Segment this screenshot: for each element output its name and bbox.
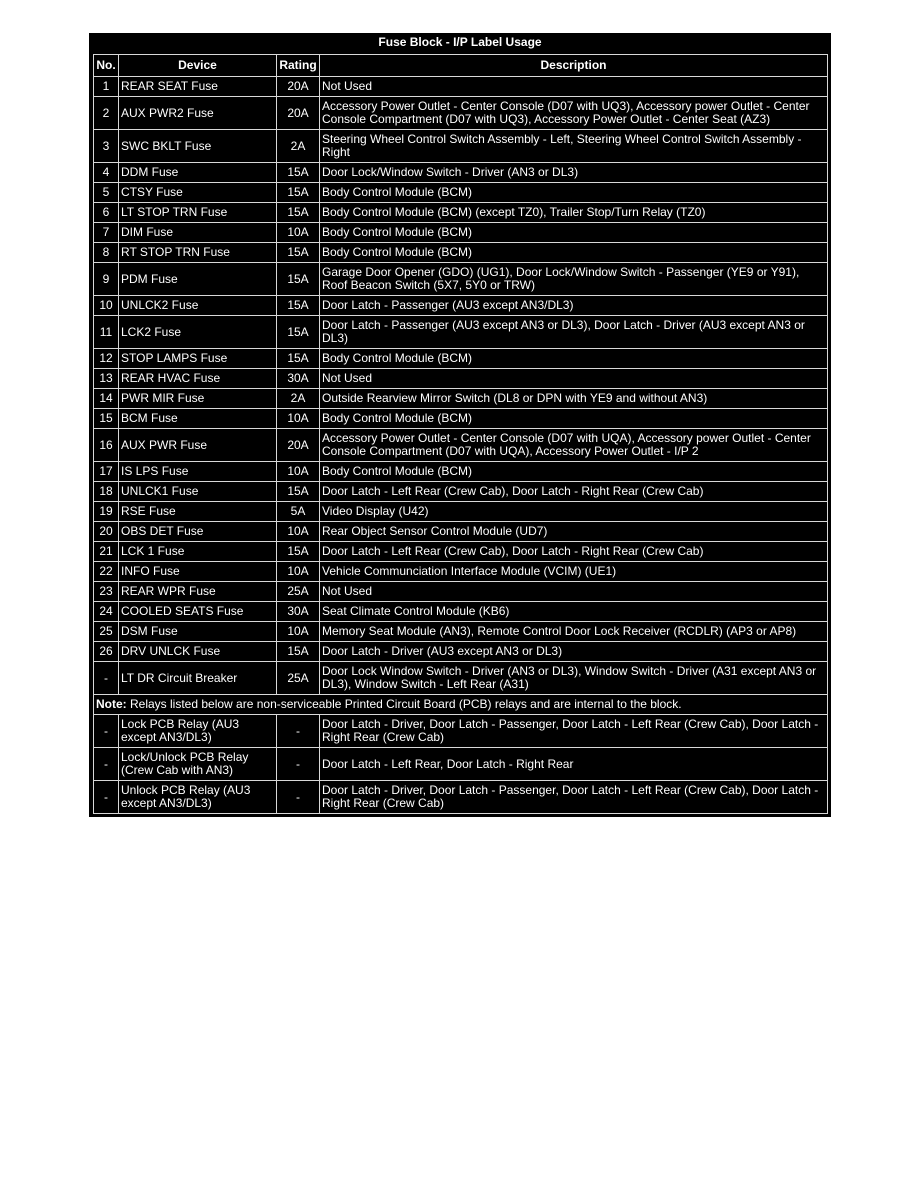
cell-device: RT STOP TRN Fuse — [119, 243, 277, 263]
cell-description: Body Control Module (BCM) — [320, 243, 828, 263]
cell-rating: - — [277, 748, 320, 781]
fuse-row — [94, 183, 828, 203]
fuse-row — [94, 502, 828, 522]
cell-rating: 15A — [277, 203, 320, 223]
fuse-table — [93, 54, 828, 814]
cell-device: INFO Fuse — [119, 562, 277, 582]
cell-description: Door Latch - Driver (AU3 except AN3 or DL3) — [320, 642, 828, 662]
relay-rows — [94, 715, 828, 814]
cell-device: DDM Fuse — [119, 163, 277, 183]
cell-no: - — [94, 781, 119, 814]
cell-rating: - — [277, 715, 320, 748]
cell-device: COOLED SEATS Fuse — [119, 602, 277, 622]
fuse-row — [94, 462, 828, 482]
cell-device: RSE Fuse — [119, 502, 277, 522]
cell-no: 19 — [94, 502, 119, 522]
note-text: Relays listed below are non-serviceable Printed Circuit Board (PCB) relays and are internal to the block. — [126, 697, 682, 711]
cell-device: STOP LAMPS Fuse — [119, 349, 277, 369]
cell-description: Seat Climate Control Module (KB6) — [320, 602, 828, 622]
cell-device: Lock/Unlock PCB Relay (Crew Cab with AN3) — [119, 748, 277, 781]
cell-no: - — [94, 748, 119, 781]
cell-no: 26 — [94, 642, 119, 662]
cell-rating: - — [277, 781, 320, 814]
cell-no: - — [94, 715, 119, 748]
cell-rating: 30A — [277, 602, 320, 622]
cell-rating: 15A — [277, 482, 320, 502]
cell-device: Lock PCB Relay (AU3 except AN3/DL3) — [119, 715, 277, 748]
cell-no: 11 — [94, 316, 119, 349]
cell-rating: 10A — [277, 562, 320, 582]
cell-description: Accessory Power Outlet - Center Console (D07 with UQ3), Accessory power Outlet - Center Console Compartment (D07 with UQ3), Accessory Power Outlet - Center Seat (AZ3) — [320, 97, 828, 130]
fuse-row — [94, 482, 828, 502]
cell-rating: 30A — [277, 369, 320, 389]
cell-no: 14 — [94, 389, 119, 409]
cell-description: Vehicle Communciation Interface Module (VCIM) (UE1) — [320, 562, 828, 582]
cell-rating: 25A — [277, 662, 320, 695]
cell-rating: 15A — [277, 542, 320, 562]
cell-rating: 15A — [277, 642, 320, 662]
cell-description: Not Used — [320, 77, 828, 97]
cell-device: REAR SEAT Fuse — [119, 77, 277, 97]
cell-rating: 10A — [277, 409, 320, 429]
cell-rating: 15A — [277, 349, 320, 369]
cell-no: 8 — [94, 243, 119, 263]
cell-device: LT DR Circuit Breaker — [119, 662, 277, 695]
cell-description: Door Lock Window Switch - Driver (AN3 or DL3), Window Switch - Driver (A31 except AN3 or DL3), Window Switch - Left Rear (A31) — [320, 662, 828, 695]
cell-device: PWR MIR Fuse — [119, 389, 277, 409]
fuse-row — [94, 77, 828, 97]
fuse-row — [94, 662, 828, 695]
cell-description: Door Latch - Left Rear (Crew Cab), Door Latch - Right Rear (Crew Cab) — [320, 542, 828, 562]
cell-description: Not Used — [320, 369, 828, 389]
cell-description: Not Used — [320, 582, 828, 602]
fuse-row — [94, 622, 828, 642]
fuse-row — [94, 409, 828, 429]
note-row — [94, 695, 828, 715]
fuse-row — [94, 263, 828, 296]
cell-device: DSM Fuse — [119, 622, 277, 642]
col-header-no: No. — [94, 55, 119, 77]
cell-rating: 10A — [277, 223, 320, 243]
header-row — [94, 55, 828, 77]
cell-rating: 20A — [277, 97, 320, 130]
cell-no: 22 — [94, 562, 119, 582]
fuse-row — [94, 582, 828, 602]
cell-description: Body Control Module (BCM) — [320, 223, 828, 243]
cell-rating: 10A — [277, 522, 320, 542]
cell-rating: 25A — [277, 582, 320, 602]
cell-description: Outside Rearview Mirror Switch (DL8 or DPN with YE9 and without AN3) — [320, 389, 828, 409]
cell-no: 16 — [94, 429, 119, 462]
cell-description: Steering Wheel Control Switch Assembly - Left, Steering Wheel Control Switch Assembly - Right — [320, 130, 828, 163]
cell-description: Body Control Module (BCM) — [320, 462, 828, 482]
fuse-row — [94, 130, 828, 163]
cell-no: 12 — [94, 349, 119, 369]
fuse-row — [94, 163, 828, 183]
fuse-row — [94, 542, 828, 562]
cell-rating: 15A — [277, 316, 320, 349]
cell-device: CTSY Fuse — [119, 183, 277, 203]
cell-description: Body Control Module (BCM) — [320, 409, 828, 429]
cell-description: Body Control Module (BCM) — [320, 349, 828, 369]
cell-rating: 10A — [277, 622, 320, 642]
col-header-device: Device — [119, 55, 277, 77]
cell-description: Door Latch - Driver, Door Latch - Passenger, Door Latch - Left Rear (Crew Cab), Door Latch - Right Rear (Crew Cab) — [320, 715, 828, 748]
cell-no: 7 — [94, 223, 119, 243]
cell-description: Door Latch - Passenger (AU3 except AN3/DL3) — [320, 296, 828, 316]
cell-description: Rear Object Sensor Control Module (UD7) — [320, 522, 828, 542]
cell-no: 24 — [94, 602, 119, 622]
cell-device: UNLCK1 Fuse — [119, 482, 277, 502]
cell-description: Door Latch - Driver, Door Latch - Passenger, Door Latch - Left Rear (Crew Cab), Door Latch - Right Rear (Crew Cab) — [320, 781, 828, 814]
cell-no: 4 — [94, 163, 119, 183]
fuse-row — [94, 429, 828, 462]
cell-rating: 5A — [277, 502, 320, 522]
cell-rating: 10A — [277, 462, 320, 482]
cell-device: REAR WPR Fuse — [119, 582, 277, 602]
fuse-row — [94, 223, 828, 243]
fuse-row — [94, 296, 828, 316]
cell-description: Accessory Power Outlet - Center Console (D07 with UQA), Accessory power Outlet - Center Console Compartment (D07 with UQA), Accessory Power Outlet - I/P 2 — [320, 429, 828, 462]
fuse-row — [94, 562, 828, 582]
cell-no: - — [94, 662, 119, 695]
cell-no: 1 — [94, 77, 119, 97]
cell-no: 3 — [94, 130, 119, 163]
fuse-block-table — [89, 33, 831, 817]
col-header-description: Description — [320, 55, 828, 77]
cell-rating: 15A — [277, 183, 320, 203]
cell-description: Door Lock/Window Switch - Driver (AN3 or DL3) — [320, 163, 828, 183]
cell-no: 20 — [94, 522, 119, 542]
table-title: Fuse Block - I/P Label Usage — [378, 35, 542, 49]
cell-device: IS LPS Fuse — [119, 462, 277, 482]
fuse-row — [94, 369, 828, 389]
cell-no: 9 — [94, 263, 119, 296]
fuse-row — [94, 203, 828, 223]
cell-no: 5 — [94, 183, 119, 203]
cell-rating: 15A — [277, 163, 320, 183]
cell-rating: 15A — [277, 296, 320, 316]
cell-device: LT STOP TRN Fuse — [119, 203, 277, 223]
cell-no: 13 — [94, 369, 119, 389]
cell-device: AUX PWR Fuse — [119, 429, 277, 462]
cell-device: LCK2 Fuse — [119, 316, 277, 349]
fuse-row — [94, 522, 828, 542]
cell-device: DRV UNLCK Fuse — [119, 642, 277, 662]
cell-no: 17 — [94, 462, 119, 482]
relay-row — [94, 715, 828, 748]
cell-no: 6 — [94, 203, 119, 223]
cell-device: SWC BKLT Fuse — [119, 130, 277, 163]
cell-device: PDM Fuse — [119, 263, 277, 296]
note-cell — [94, 695, 828, 715]
cell-device: OBS DET Fuse — [119, 522, 277, 542]
fuse-row — [94, 349, 828, 369]
cell-description: Garage Door Opener (GDO) (UG1), Door Lock/Window Switch - Passenger (YE9 or Y91), Roof Beacon Switch (5X7, 5Y0 or TRW) — [320, 263, 828, 296]
cell-no: 23 — [94, 582, 119, 602]
cell-no: 15 — [94, 409, 119, 429]
cell-no: 10 — [94, 296, 119, 316]
cell-device: REAR HVAC Fuse — [119, 369, 277, 389]
cell-device: UNLCK2 Fuse — [119, 296, 277, 316]
cell-device: DIM Fuse — [119, 223, 277, 243]
cell-no: 18 — [94, 482, 119, 502]
cell-rating: 15A — [277, 263, 320, 296]
cell-rating: 15A — [277, 243, 320, 263]
col-header-rating: Rating — [277, 55, 320, 77]
cell-rating: 2A — [277, 130, 320, 163]
cell-rating: 20A — [277, 429, 320, 462]
cell-device: AUX PWR2 Fuse — [119, 97, 277, 130]
relay-row — [94, 781, 828, 814]
cell-rating: 20A — [277, 77, 320, 97]
fuse-row — [94, 243, 828, 263]
fuse-row — [94, 642, 828, 662]
cell-description: Memory Seat Module (AN3), Remote Control Door Lock Receiver (RCDLR) (AP3 or AP8) — [320, 622, 828, 642]
cell-device: BCM Fuse — [119, 409, 277, 429]
cell-description: Body Control Module (BCM) — [320, 183, 828, 203]
fuse-row — [94, 602, 828, 622]
cell-rating: 2A — [277, 389, 320, 409]
cell-no: 21 — [94, 542, 119, 562]
cell-description: Door Latch - Left Rear (Crew Cab), Door Latch - Right Rear (Crew Cab) — [320, 482, 828, 502]
cell-no: 25 — [94, 622, 119, 642]
cell-description: Door Latch - Left Rear, Door Latch - Right Rear — [320, 748, 828, 781]
cell-device: Unlock PCB Relay (AU3 except AN3/DL3) — [119, 781, 277, 814]
fuse-row — [94, 389, 828, 409]
cell-description: Body Control Module (BCM) (except TZ0), Trailer Stop/Turn Relay (TZ0) — [320, 203, 828, 223]
cell-description: Video Display (U42) — [320, 502, 828, 522]
relay-row — [94, 748, 828, 781]
note-label: Note: — [96, 697, 127, 711]
cell-description: Door Latch - Passenger (AU3 except AN3 or DL3), Door Latch - Driver (AU3 except AN3 or DL3) — [320, 316, 828, 349]
note-section — [94, 695, 828, 715]
cell-no: 2 — [94, 97, 119, 130]
cell-device: LCK 1 Fuse — [119, 542, 277, 562]
fuse-row — [94, 97, 828, 130]
fuse-row — [94, 316, 828, 349]
fuse-rows — [94, 77, 828, 695]
